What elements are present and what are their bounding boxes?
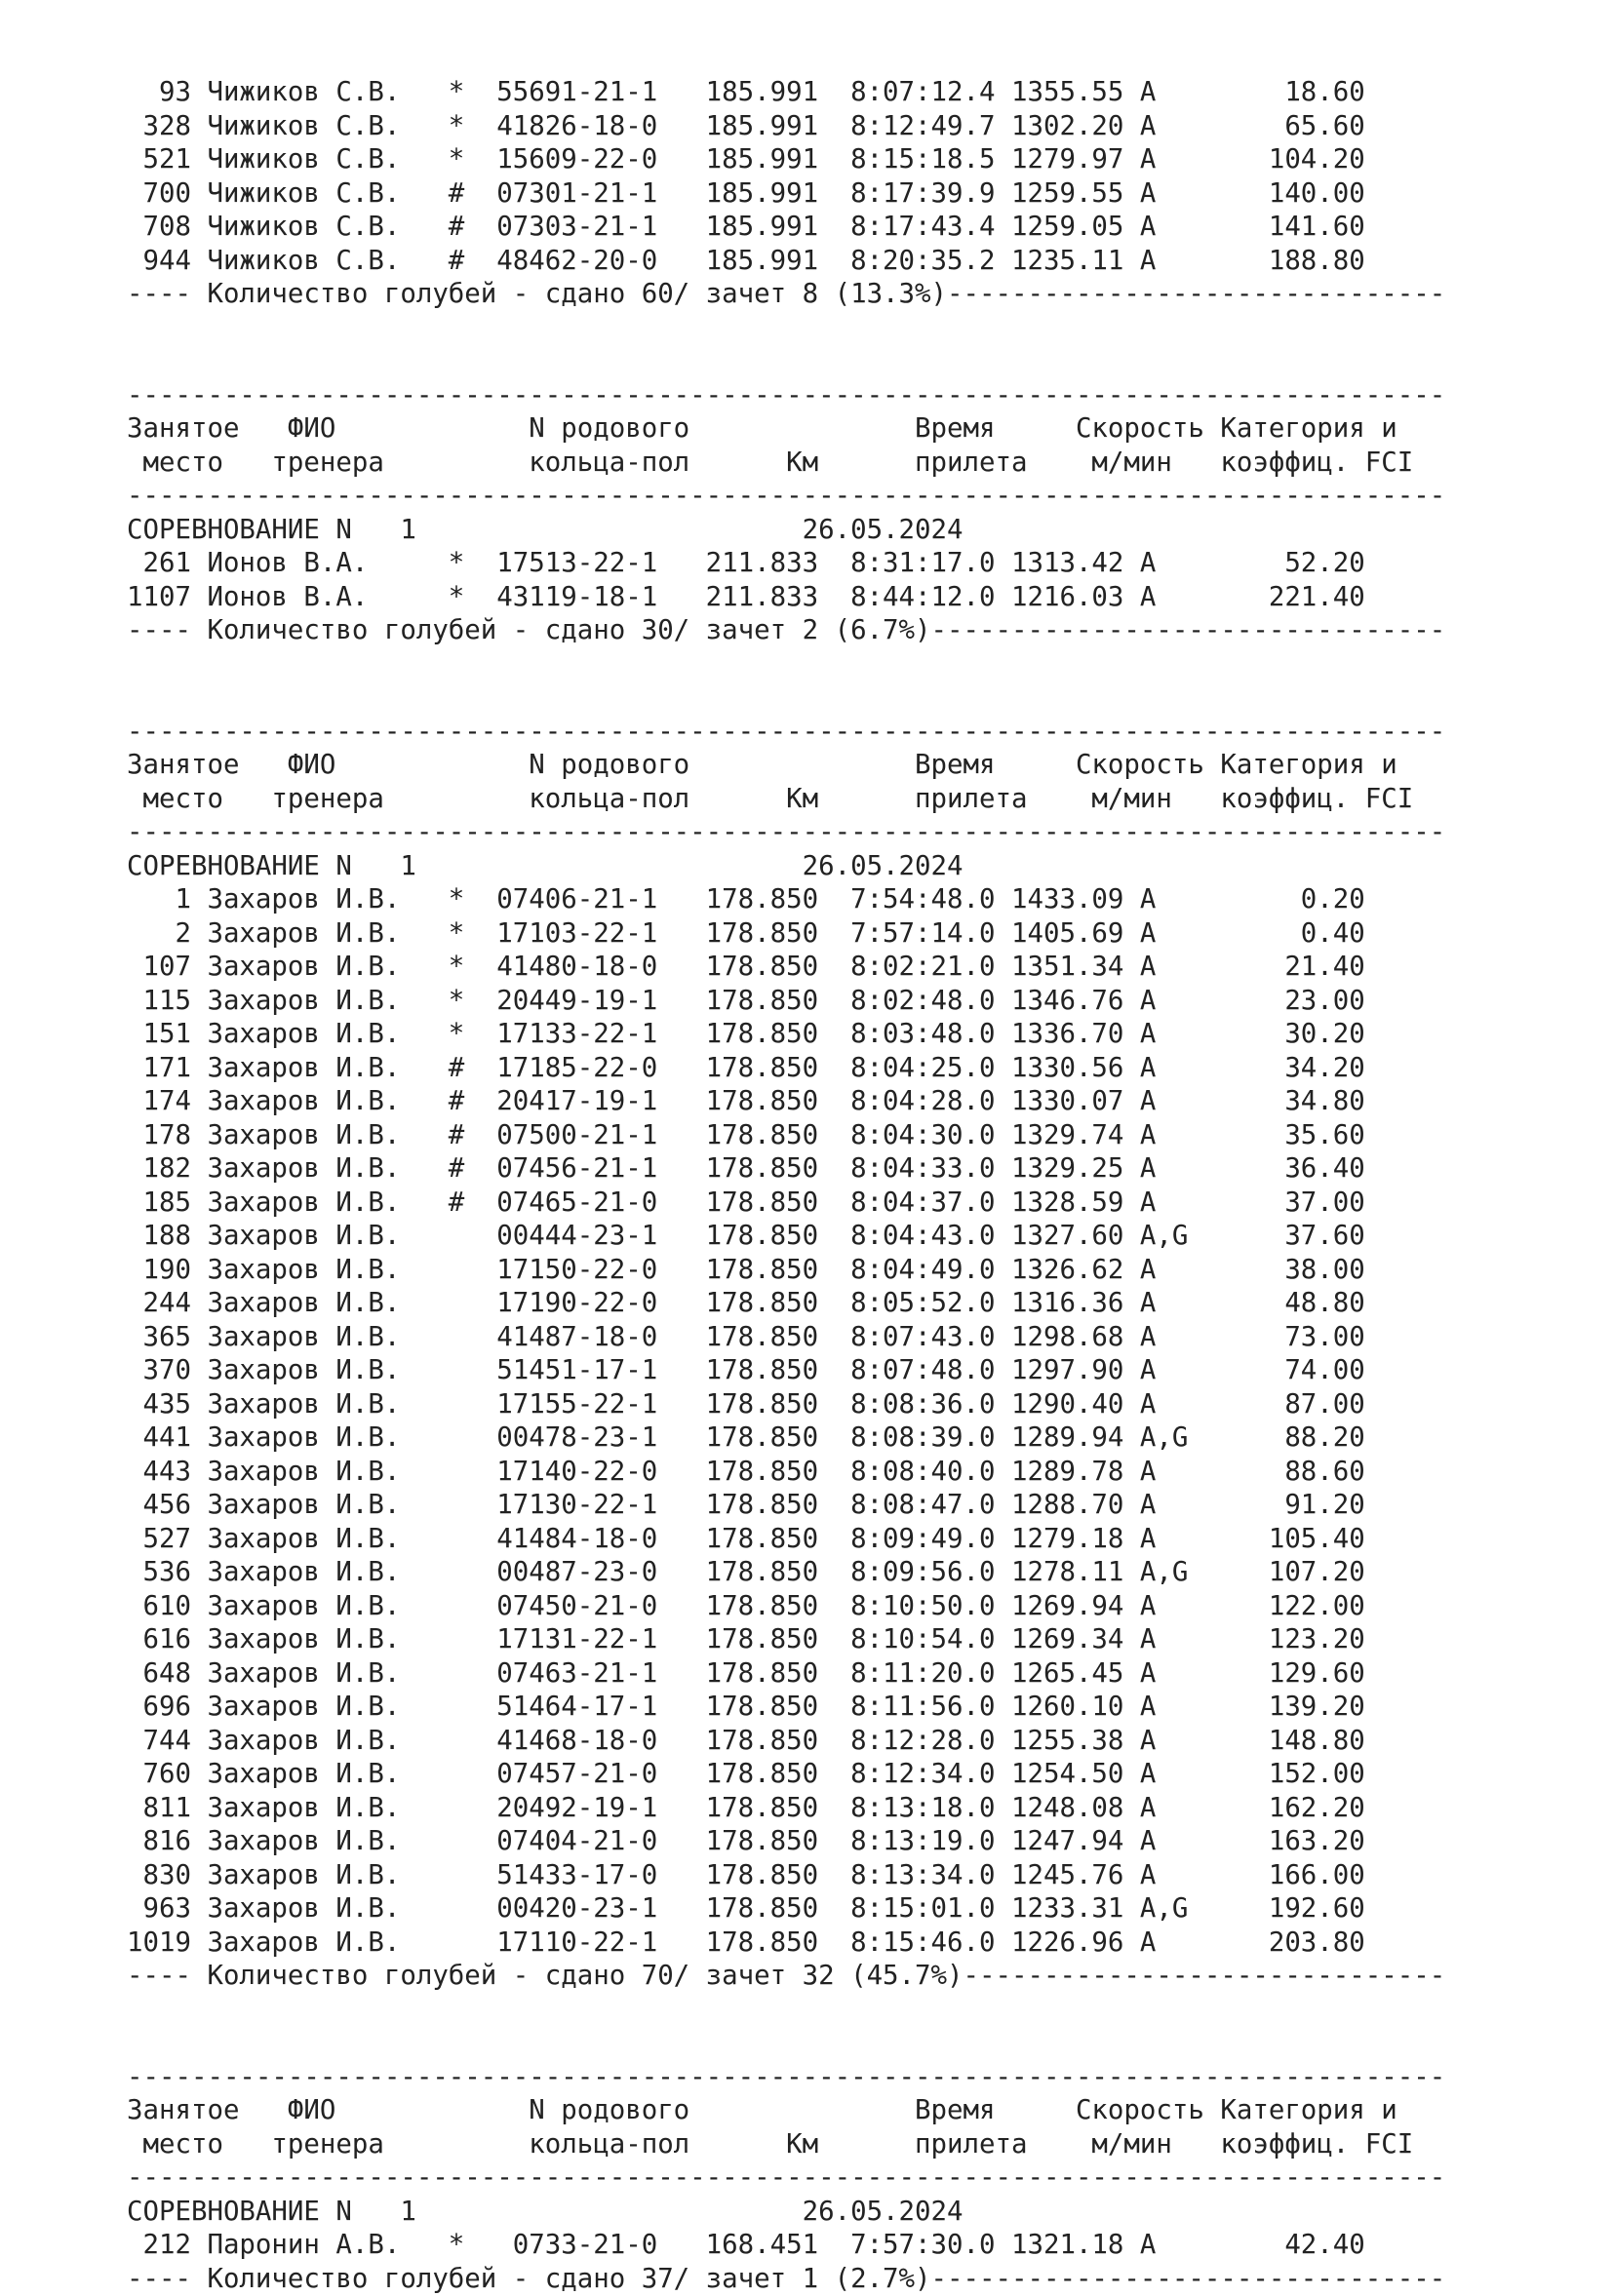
result-row: 328 Чижиков С.В. * 41826-18-0 185.991 8:12:49.7 1302.20 A 65.60 <box>127 110 1590 144</box>
competition-title: СОРЕВНОВАНИЕ N 1 26.05.2024 <box>127 850 1590 884</box>
competition-title: СОРЕВНОВАНИЕ N 1 26.05.2024 <box>127 2196 1590 2230</box>
result-row: 185 Захаров И.В. # 07465-21-0 178.850 8:04:37.0 1328.59 A 37.00 <box>127 1187 1590 1221</box>
result-row: 171 Захаров И.В. # 17185-22-0 178.850 8:04:25.0 1330.56 A 34.20 <box>127 1052 1590 1086</box>
result-row: 696 Захаров И.В. 51464-17-1 178.850 8:11:56.0 1260.10 A 139.20 <box>127 1691 1590 1725</box>
blank-line <box>127 2027 1590 2061</box>
result-row: 182 Захаров И.В. # 07456-21-1 178.850 8:04:33.0 1329.25 A 36.40 <box>127 1152 1590 1187</box>
result-row: 261 Ионов В.А. * 17513-22-1 211.833 8:31:17.0 1313.42 A 52.20 <box>127 547 1590 581</box>
result-row: 93 Чижиков С.В. * 55691-21-1 185.991 8:07:12.4 1355.55 A 18.60 <box>127 76 1590 110</box>
divider: ---------------------------------------------------------------------------------- <box>127 816 1590 850</box>
result-row: 760 Захаров И.В. 07457-21-0 178.850 8:12:34.0 1254.50 A 152.00 <box>127 1758 1590 1792</box>
divider: ---------------------------------------------------------------------------------- <box>127 716 1590 750</box>
result-row: 151 Захаров И.В. * 17133-22-1 178.850 8:03:48.0 1336.70 A 30.20 <box>127 1018 1590 1052</box>
column-headers-row-1: Занятое ФИО N родового Время Скорость Категория и <box>127 749 1590 783</box>
competition-title: СОРЕВНОВАНИЕ N 1 26.05.2024 <box>127 514 1590 548</box>
column-headers-row-1: Занятое ФИО N родового Время Скорость Категория и <box>127 412 1590 447</box>
result-row: 2 Захаров И.В. * 17103-22-1 178.850 7:57:14.0 1405.69 A 0.40 <box>127 917 1590 952</box>
column-headers-row-2: место тренера кольца-пол Км прилета м/мин коэффиц. FCI <box>127 447 1590 481</box>
result-row: 744 Захаров И.В. 41468-18-0 178.850 8:12:28.0 1255.38 A 148.80 <box>127 1725 1590 1759</box>
result-row: 178 Захаров И.В. # 07500-21-1 178.850 8:04:30.0 1329.74 A 35.60 <box>127 1119 1590 1153</box>
column-headers-row-2: место тренера кольца-пол Км прилета м/мин коэффиц. FCI <box>127 2128 1590 2162</box>
result-row: 107 Захаров И.В. * 41480-18-0 178.850 8:02:21.0 1351.34 A 21.40 <box>127 951 1590 985</box>
summary-line: ---- Количество голубей - сдано 30/ зачет 2 (6.7%)-------------------------------- <box>127 614 1590 648</box>
result-row: 816 Захаров И.В. 07404-21-0 178.850 8:13:19.0 1247.94 A 163.20 <box>127 1825 1590 1859</box>
result-row: 1107 Ионов В.А. * 43119-18-1 211.833 8:44:12.0 1216.03 A 221.40 <box>127 581 1590 615</box>
divider: ---------------------------------------------------------------------------------- <box>127 480 1590 514</box>
result-row: 370 Захаров И.В. 51451-17-1 178.850 8:07:48.0 1297.90 A 74.00 <box>127 1354 1590 1388</box>
result-row: 616 Захаров И.В. 17131-22-1 178.850 8:10:54.0 1269.34 A 123.20 <box>127 1623 1590 1657</box>
blank-line <box>127 681 1590 716</box>
result-row: 190 Захаров И.В. 17150-22-0 178.850 8:04:49.0 1326.62 A 38.00 <box>127 1254 1590 1288</box>
result-row: 1 Захаров И.В. * 07406-21-1 178.850 7:54:48.0 1433.09 A 0.20 <box>127 883 1590 917</box>
blank-line <box>127 345 1590 379</box>
result-row: 115 Захаров И.В. * 20449-19-1 178.850 8:02:48.0 1346.76 A 23.00 <box>127 985 1590 1019</box>
result-row: 441 Захаров И.В. 00478-23-1 178.850 8:08:39.0 1289.94 A,G 88.20 <box>127 1421 1590 1456</box>
result-row: 212 Паронин А.В. * 0733-21-0 168.451 7:57:30.0 1321.18 A 42.40 <box>127 2229 1590 2263</box>
result-row: 700 Чижиков С.В. # 07301-21-1 185.991 8:17:39.9 1259.55 A 140.00 <box>127 177 1590 212</box>
result-row: 536 Захаров И.В. 00487-23-0 178.850 8:09:56.0 1278.11 A,G 107.20 <box>127 1556 1590 1590</box>
divider: ---------------------------------------------------------------------------------- <box>127 379 1590 413</box>
result-row: 521 Чижиков С.В. * 15609-22-0 185.991 8:15:18.5 1279.97 A 104.20 <box>127 143 1590 177</box>
summary-line: ---- Количество голубей - сдано 37/ зачет 1 (2.7%)-------------------------------- <box>127 2263 1590 2296</box>
race-results-document <box>127 76 1590 2296</box>
blank-line <box>127 312 1590 346</box>
divider: ---------------------------------------------------------------------------------- <box>127 2161 1590 2196</box>
column-headers-row-1: Занятое ФИО N родового Время Скорость Категория и <box>127 2094 1590 2128</box>
result-row: 435 Захаров И.В. 17155-22-1 178.850 8:08:36.0 1290.40 A 87.00 <box>127 1388 1590 1422</box>
result-row: 944 Чижиков С.В. # 48462-20-0 185.991 8:20:35.2 1235.11 A 188.80 <box>127 245 1590 279</box>
blank-line <box>127 648 1590 682</box>
result-row: 811 Захаров И.В. 20492-19-1 178.850 8:13:18.0 1248.08 A 162.20 <box>127 1792 1590 1826</box>
result-row: 648 Захаров И.В. 07463-21-1 178.850 8:11:20.0 1265.45 A 129.60 <box>127 1657 1590 1692</box>
result-row: 443 Захаров И.В. 17140-22-0 178.850 8:08:40.0 1289.78 A 88.60 <box>127 1456 1590 1490</box>
result-row: 188 Захаров И.В. 00444-23-1 178.850 8:04:43.0 1327.60 A,G 37.60 <box>127 1220 1590 1254</box>
result-row: 610 Захаров И.В. 07450-21-0 178.850 8:10:50.0 1269.94 A 122.00 <box>127 1590 1590 1624</box>
blank-line <box>127 1994 1590 2028</box>
summary-line: ---- Количество голубей - сдано 60/ зачет 8 (13.3%)------------------------------- <box>127 278 1590 312</box>
result-row: 708 Чижиков С.В. # 07303-21-1 185.991 8:17:43.4 1259.05 A 141.60 <box>127 211 1590 245</box>
result-row: 527 Захаров И.В. 41484-18-0 178.850 8:09:49.0 1279.18 A 105.40 <box>127 1523 1590 1557</box>
column-headers-row-2: место тренера кольца-пол Км прилета м/мин коэффиц. FCI <box>127 783 1590 817</box>
result-row: 830 Захаров И.В. 51433-17-0 178.850 8:13:34.0 1245.76 A 166.00 <box>127 1859 1590 1893</box>
divider: ---------------------------------------------------------------------------------- <box>127 2061 1590 2095</box>
result-row: 174 Захаров И.В. # 20417-19-1 178.850 8:04:28.0 1330.07 A 34.80 <box>127 1085 1590 1119</box>
result-row: 456 Захаров И.В. 17130-22-1 178.850 8:08:47.0 1288.70 A 91.20 <box>127 1489 1590 1523</box>
summary-line: ---- Количество голубей - сдано 70/ зачет 32 (45.7%)------------------------------ <box>127 1960 1590 1994</box>
result-row: 365 Захаров И.В. 41487-18-0 178.850 8:07:43.0 1298.68 A 73.00 <box>127 1321 1590 1355</box>
result-row: 963 Захаров И.В. 00420-23-1 178.850 8:15:01.0 1233.31 A,G 192.60 <box>127 1892 1590 1926</box>
result-row: 1019 Захаров И.В. 17110-22-1 178.850 8:15:46.0 1226.96 A 203.80 <box>127 1926 1590 1961</box>
result-row: 244 Захаров И.В. 17190-22-0 178.850 8:05:52.0 1316.36 A 48.80 <box>127 1287 1590 1321</box>
